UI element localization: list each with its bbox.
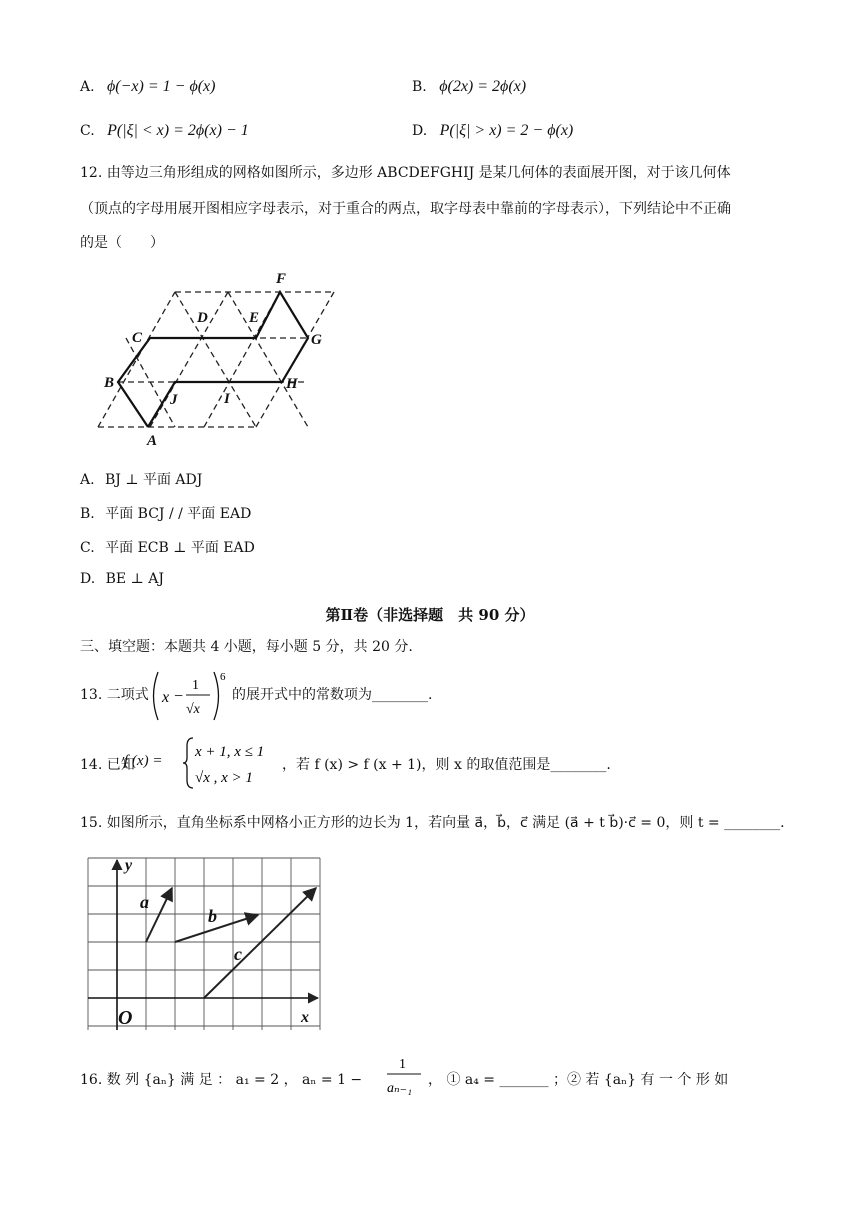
vertex-label-c: C — [132, 330, 143, 346]
q13-minus: − — [174, 688, 184, 705]
q13-binomial-expression — [150, 668, 230, 724]
q11-option-d — [412, 122, 573, 140]
q11-option-a — [80, 78, 215, 96]
vertex-label-j: J — [170, 392, 178, 408]
q14-piecewise — [183, 734, 283, 792]
q16-numerator: 1 — [399, 1057, 406, 1072]
option-label: C. — [80, 540, 95, 556]
option-text: BJ ⊥ 平面 ADJ — [105, 472, 203, 488]
vector-c-label: c — [234, 944, 242, 964]
option-text: 平面 BCJ / / 平面 EAD — [105, 506, 252, 522]
vertex-label-g: G — [311, 332, 322, 348]
q12-option-d — [80, 571, 164, 587]
q13-prefix: 13. 二项式 — [80, 687, 149, 703]
q16-fraction — [385, 1051, 425, 1101]
q13-x: x — [162, 689, 170, 706]
q14-case-1: x + 1, x ≤ 1 — [195, 744, 265, 760]
option-text: 平面 ECB ⊥ 平面 EAD — [105, 540, 255, 556]
option-text: BE ⊥ AJ — [105, 571, 164, 587]
vector-a — [146, 888, 172, 942]
option-label: D. — [412, 123, 428, 139]
vertex-label-f: F — [276, 271, 287, 287]
q12-option-b — [80, 503, 251, 523]
vector-c — [204, 888, 316, 998]
y-axis-label: y — [125, 857, 133, 874]
option-label: B. — [412, 79, 427, 95]
x-axis-label: x — [301, 1009, 309, 1026]
q13-denominator: √x — [186, 702, 200, 717]
vertex-label-i: I — [224, 391, 230, 407]
q13-exponent: 6 — [220, 671, 226, 683]
q11-option-c — [80, 122, 249, 140]
option-expr: P(|ξ| > x) = 2 − ϕ(x) — [439, 122, 574, 139]
q12-net-figure — [90, 262, 350, 452]
q12-line-1: 12. 由等边三角形组成的网格如图所示，多边形 ABCDEFGHIJ 是某几何体的表面展开图，对于该几何体 — [80, 165, 731, 181]
option-expr: P(|ξ| < x) = 2ϕ(x) − 1 — [107, 122, 249, 139]
vertex-label-h: H — [286, 376, 298, 392]
q11-option-b — [412, 78, 526, 96]
section-title: 第Ⅱ卷（非选择题 共 90 分） — [325, 606, 535, 624]
option-label: A. — [80, 472, 95, 488]
vector-b-label: b — [208, 906, 217, 926]
vector-a-label: a — [140, 892, 149, 912]
q14-case-2: √x , x > 1 — [195, 770, 253, 786]
q14-suffix: ，若 f (x) > f (x + 1)，则 x 的取值范围是________. — [282, 757, 611, 773]
q12-option-c — [80, 537, 255, 557]
option-label: D. — [80, 571, 96, 587]
vertex-label-a: A — [147, 433, 158, 449]
vertex-label-e: E — [249, 310, 260, 326]
option-label: C. — [80, 123, 95, 139]
q15-vector-grid-figure — [85, 852, 325, 1034]
q12-line-2: （顶点的字母用展开图相应字母表示，对于重合的两点，取字母表中靠前的字母表示），下列结论中不正确 — [80, 201, 731, 217]
option-expr: ϕ(−x) = 1 − ϕ(x) — [107, 78, 216, 95]
option-label: A. — [80, 79, 95, 95]
q14-prefix: 14. 已知 — [80, 757, 135, 773]
q14-function-name: f (x) = — [124, 753, 163, 769]
q13-suffix: 的展开式中的常数项为________. — [232, 687, 433, 703]
origin-label: O — [118, 1007, 133, 1029]
option-expr: ϕ(2x) = 2ϕ(x) — [439, 78, 527, 95]
option-label: B. — [80, 506, 95, 522]
q16-denominator: aₙ₋₁ — [387, 1081, 412, 1096]
q12-line-3: 的是（ ） — [80, 235, 164, 251]
q15-text: 15. 如图所示，直角坐标系中网格小正方形的边长为 1，若向量 a⃗，b⃗，c⃗ 满足 (a⃗ + t b⃗)·c⃗ = 0，则 t = ________. — [80, 815, 785, 831]
grid-lines — [88, 858, 320, 1030]
q16-suffix: ， ① a₄ = _______ ；② 若 {aₙ} 有 一 个 形 如 — [428, 1072, 729, 1088]
section3-intro: 三、填空题：本题共 4 小题，每小题 5 分，共 20 分. — [80, 639, 413, 655]
q13-numerator: 1 — [192, 678, 199, 693]
vertex-label-b: B — [104, 375, 115, 391]
axes — [88, 860, 318, 1030]
vertex-label-d: D — [197, 310, 208, 326]
q12-option-a — [80, 469, 202, 489]
q16-prefix: 16. 数 列 {aₙ} 满 足 ： a₁ = 2 ， aₙ = 1 − — [80, 1072, 363, 1088]
net-solid-outline — [118, 292, 308, 427]
